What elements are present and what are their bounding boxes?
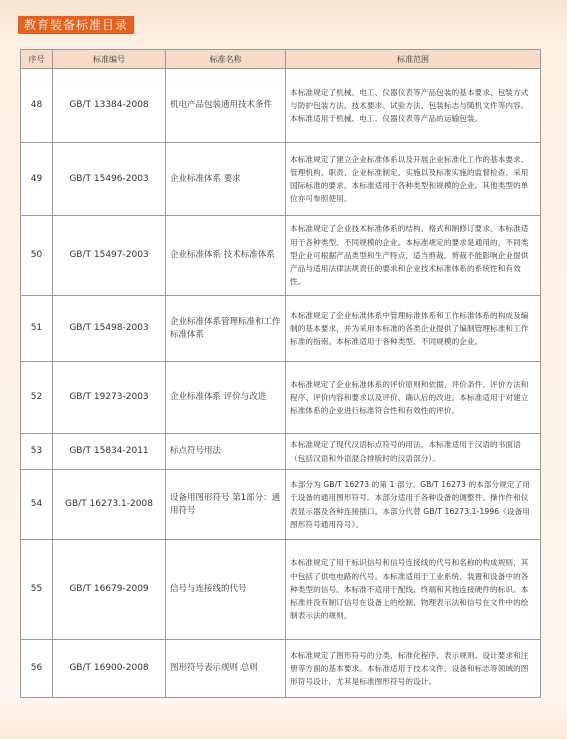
- table-header-row: [21, 50, 541, 69]
- column-header-num: 序号: [21, 50, 53, 69]
- row-num: 52: [21, 362, 53, 434]
- row-name: 企业标准体系 评价与改进: [166, 362, 286, 434]
- row-code: GB/T 15834-2011: [53, 434, 166, 470]
- row-num: 55: [21, 540, 53, 640]
- row-scope: 本标准规定了现代汉语标点符号的用法。本标准适用于汉语的书面语（包括汉语和外语混合排版时的汉语部分）。: [286, 434, 541, 470]
- row-scope: 本标准规定了企业技术标准体系的结构、格式和制修订要求。本标准适用于各种类型、不同规模的企业。本标准规定的要求是通用的，不同类型企业可根据产品类型和生产特点，适当剪裁。剪裁不能影响企业提供产品与适用法律法规责任的要求和企业技术标准体系的系统性和有效性。: [286, 216, 541, 296]
- row-code: GB/T 15497-2003: [53, 216, 166, 296]
- row-scope: 本标准规定了企业标准体系的评价原则和依据、评价条件、评价方法和程序、评价内容和要求以及评价、确认后的改进。本标准适用于对建立标准体系的企业进行标准符合性和有效性的评价。: [286, 362, 541, 434]
- table-row: [21, 216, 541, 296]
- table-row: [21, 640, 541, 698]
- row-name: 企业标准体系管理标准和工作标准体系: [166, 296, 286, 362]
- table-row: [21, 143, 541, 216]
- row-scope: 本标准规定了机械、电工、仪器仪表等产品包装的基本要求、包装方式与防护包装方法、技术要求、试验方法、包装标志与随机文件等内容。本标准适用于机械、电工、仪器仪表等产品的运输包装。: [286, 69, 541, 143]
- standards-table-container: [20, 49, 540, 696]
- row-code: GB/T 16273.1-2008: [53, 470, 166, 540]
- row-num: 51: [21, 296, 53, 362]
- table-row: [21, 540, 541, 640]
- column-header-scope: 标准范围: [286, 50, 541, 69]
- row-code: GB/T 13384-2008: [53, 69, 166, 143]
- row-name: 机电产品包装通用技术条件: [166, 69, 286, 143]
- row-code: GB/T 15496-2003: [53, 143, 166, 216]
- row-name: 标点符号用法: [166, 434, 286, 470]
- row-name: 企业标准体系 要求: [166, 143, 286, 216]
- row-scope: 本标准规定了用于标识信号和信号连接线的代号和名称的构成规则，其中包括了供电电路的代号。本标准适用于工业系统、装置和设备中的各种类型的信号。本标准不适用于配线、终端和其他连接硬件的标识。本标准并没有制订信号在设备上的绘制、物理表示法和信号在文件中的绘制表示法的规则。: [286, 540, 541, 640]
- row-num: 54: [21, 470, 53, 540]
- row-code: GB/T 16900-2008: [53, 640, 166, 698]
- section-title: 教育装备标准目录: [18, 16, 134, 34]
- row-code: GB/T 16679-2009: [53, 540, 166, 640]
- standards-table: [20, 49, 541, 698]
- row-scope: 本标准规定了建立企业标准体系以及开展企业标准化工作的基本要求、管理机构、职责、企业标准制定、实施以及标准实施的监督检查、采用国际标准的要求。本标准适用于各种类型和规模的企业。其他类型的单位亦可参照使用。: [286, 143, 541, 216]
- table-row: [21, 69, 541, 143]
- row-num: 49: [21, 143, 53, 216]
- row-name: 设备用图形符号 第1部分：通用符号: [166, 470, 286, 540]
- row-scope: 本标准规定了企业标准体系中管理标准体系和工作标准体系的构成及编制的基本要求，并为采用本标准的各类企业提供了编制管理标准和工作标准的指南。本标准适用于各种类型、不同规模的企业。: [286, 296, 541, 362]
- row-name: 信号与连接线的代号: [166, 540, 286, 640]
- row-num: 56: [21, 640, 53, 698]
- row-num: 48: [21, 69, 53, 143]
- table-row: [21, 296, 541, 362]
- column-header-name: 标准名称: [166, 50, 286, 69]
- row-code: GB/T 15498-2003: [53, 296, 166, 362]
- row-code: GB/T 19273-2003: [53, 362, 166, 434]
- row-num: 53: [21, 434, 53, 470]
- column-header-code: 标准编号: [53, 50, 166, 69]
- row-scope: 本标准规定了图形符号的分类、标准化程序、表示规则、设计要求和注册等方面的基本要求。本标准适用于技术文件、设备和标志等领域的图形符号设计，尤其是标准图形符号的设计。: [286, 640, 541, 698]
- table-row: [21, 434, 541, 470]
- row-scope: 本部分为 GB/T 16273 的第 1 部分。GB/T 16273 的本部分规定了用于设备的通用图形符号。本部分适用于各种设备的调整件、操作件和仪表显示器及各种连接插口。本部分代替 GB/T 16273.1-1996《设备用图形符号通用符号》。: [286, 470, 541, 540]
- table-row: [21, 470, 541, 540]
- table-row: [21, 362, 541, 434]
- row-name: 图形符号表示规则 总则: [166, 640, 286, 698]
- row-num: 50: [21, 216, 53, 296]
- row-name: 企业标准体系 技术标准体系: [166, 216, 286, 296]
